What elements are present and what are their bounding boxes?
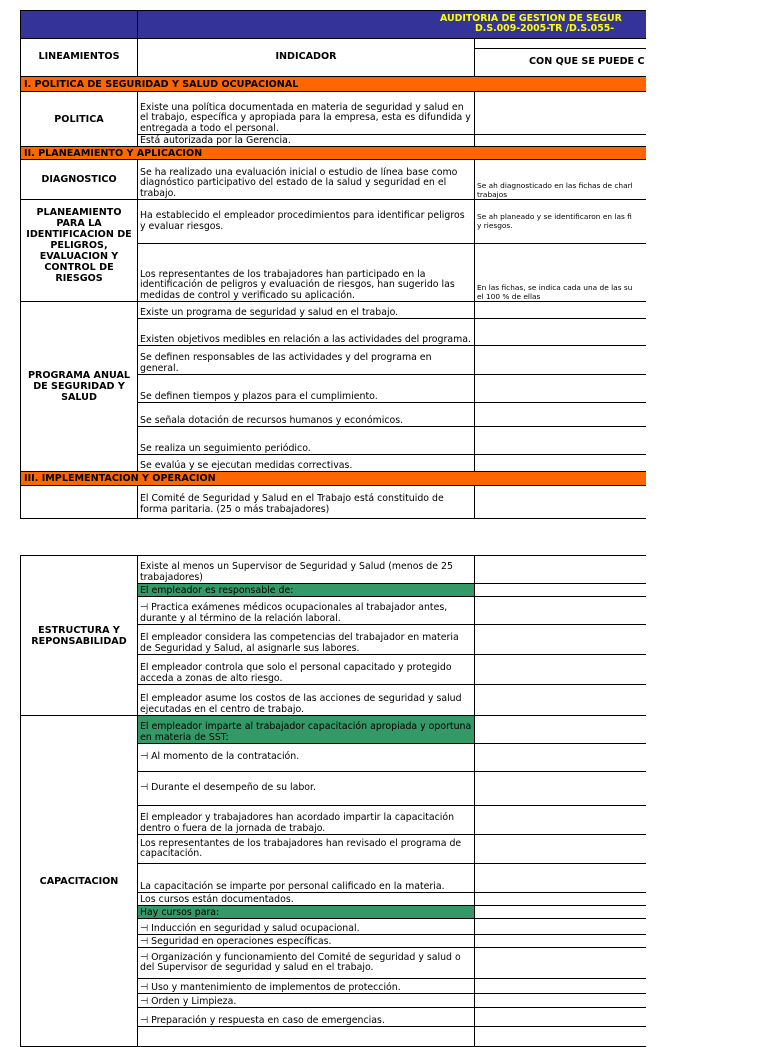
lineamiento-diagnostico: DIAGNOSTICO — [21, 160, 138, 200]
indicador-estructura-4: El empleador considera las competencias del trabajador en materia de Seguridad y Salud, al asignarle sus labores. — [138, 625, 475, 655]
indicador-capacitacion-7: Los cursos están documentados. — [138, 893, 475, 906]
indicador-planeamiento-1: Ha establecido el empleador procedimientos para identificar peligros y evaluar riesgos. — [138, 200, 475, 244]
audit-table-bottom — [20, 555, 648, 1047]
lineamiento-planeamiento: PLANEAMIENTO PARA LA IDENTIFICACION DE PELIGROS, EVALUACION Y CONTROL DE RIESGOS — [21, 200, 138, 302]
col-header-evidencia: CON QUE SE PUEDE C — [475, 49, 649, 77]
indicador-capacitacion-10: ⊣ Seguridad en operaciones específicas. — [138, 935, 475, 948]
evidencia-diagnostico: Se ah diagnosticado en las fichas de charl trabajos — [475, 160, 649, 200]
evidencia-cell — [475, 92, 649, 135]
indicador-capacitacion-4: El empleador y trabajadores han acordado impartir la capacitación dentro o fuera de la jornada de trabajo. — [138, 806, 475, 835]
lineamiento-politica: POLITICA — [21, 92, 138, 147]
indicador-programa-1: Existe un programa de seguridad y salud en el trabajo. — [138, 302, 475, 319]
indicador-politica-2: Está autorizada por la Gerencia. — [138, 135, 475, 147]
audit-sheet-top — [20, 10, 648, 519]
indicador-estructura-3: ⊣ Practica exámenes médicos ocupacionales al trabajador antes, durante y al término de la relación laboral. — [138, 597, 475, 625]
indicador-programa-3: Se definen responsables de las actividades y del programa en general. — [138, 346, 475, 375]
col-header-lineamientos: LINEAMIENTOS — [21, 39, 138, 77]
audit-title — [138, 11, 649, 39]
indicador-programa-4: Se definen tiempos y plazos para el cumplimiento. — [138, 375, 475, 403]
indicador-planeamiento-2: Los representantes de los trabajadores han participado en la identificación de peligros y evaluación de riesgos, han sugerido las medidas de control y verificado su aplicación. — [138, 244, 475, 302]
audit-table-top — [20, 10, 648, 519]
indicador-programa-2: Existen objetivos medibles en relación a las actividades del programa. — [138, 319, 475, 346]
audit-title-line2: D.S.009-2005-TR /D.S.055- — [475, 23, 615, 34]
section-implementacion: III. IMPLEMENTACION Y OPERACION — [21, 472, 649, 486]
audit-sheet-bottom — [20, 555, 648, 1047]
indicador-capacitacion-14: ⊣ Preparación y respuesta en caso de emergencias. — [138, 1008, 475, 1027]
indicador-capacitacion-3: ⊣ Durante el desempeño de su labor. — [138, 772, 475, 806]
indicador-capacitacion-13: ⊣ Orden y Limpieza. — [138, 994, 475, 1008]
section-planeamiento: II. PLANEAMIENTO Y APLICACION — [21, 147, 649, 160]
lineamiento-comite — [21, 486, 138, 519]
indicador-capacitacion-6: La capacitación se imparte por personal calificado en la materia. — [138, 864, 475, 893]
indicador-comite-1: El Comité de Seguridad y Salud en el Trabajo está constituido de forma paritaria. (25 o más trabajadores) — [138, 486, 475, 519]
section-politica: I. POLITICA DE SEGURIDAD Y SALUD OCUPACIONAL — [21, 77, 649, 92]
col-header-evidencia-top — [475, 39, 649, 49]
indicador-programa-7: Se evalúa y se ejecutan medidas correctivas. — [138, 455, 475, 472]
lineamiento-capacitacion: CAPACITACION — [21, 716, 138, 1047]
indicador-capacitacion-1: El empleador imparte al trabajador capacitación apropiada y oportuna en materia de SST: — [138, 716, 475, 744]
audit-title-line1: AUDITORIA DE GESTION DE SEGUR — [440, 13, 622, 24]
indicador-capacitacion-2: ⊣ Al momento de la contratación. — [138, 744, 475, 772]
indicador-estructura-6: El empleador asume los costos de las acciones de seguridad y salud ejecutadas en el centro de trabajo. — [138, 685, 475, 716]
indicador-politica-1: Existe una política documentada en materia de seguridad y salud en el trabajo, específica y apropiada para la empresa, esta es difundida y entregada a todo el personal. — [138, 92, 475, 135]
indicador-programa-5: Se señala dotación de recursos humanos y económicos. — [138, 403, 475, 427]
indicador-estructura-2: El empleador es responsable de: — [138, 584, 475, 597]
lineamiento-programa: PROGRAMA ANUAL DE SEGURIDAD Y SALUD — [21, 302, 138, 472]
indicador-capacitacion-9: ⊣ Inducción en seguridad y salud ocupacional. — [138, 919, 475, 935]
indicador-diagnostico-1: Se ha realizado una evaluación inicial o estudio de línea base como diagnóstico participativo del estado de la salud y seguridad en el trabajo. — [138, 160, 475, 200]
header-row-1 — [21, 39, 649, 49]
evidencia-planeamiento-1: Se ah planeado y se identificaron en las fi y riesgos. — [475, 200, 649, 244]
evidencia-planeamiento-2: En las fichas, se indica cada una de las su el 100 % de ellas — [475, 244, 649, 302]
col-header-indicador: INDICADOR — [138, 39, 475, 77]
lineamiento-estructura: ESTRUCTURA Y REPONSABILIDAD — [21, 556, 138, 716]
indicador-estructura-5: El empleador controla que solo el personal capacitado y protegido acceda a zonas de alto riesgo. — [138, 655, 475, 685]
indicador-capacitacion-11: ⊣ Organización y funcionamiento del Comité de seguridad y salud o del Supervisor de seguridad y salud en el trabajo. — [138, 948, 475, 979]
indicador-capacitacion-12: ⊣ Uso y mantenimiento de implementos de protección. — [138, 979, 475, 994]
indicador-programa-6: Se realiza un seguimiento periódico. — [138, 427, 475, 455]
title-left-cell — [21, 11, 138, 39]
indicador-capacitacion-8: Hay cursos para: — [138, 906, 475, 919]
title-row — [21, 11, 649, 39]
indicador-capacitacion-5: Los representantes de los trabajadores han revisado el programa de capacitación. — [138, 835, 475, 864]
indicador-estructura-1: Existe al menos un Supervisor de Seguridad y Salud (menos de 25 trabajadores) — [138, 556, 475, 584]
